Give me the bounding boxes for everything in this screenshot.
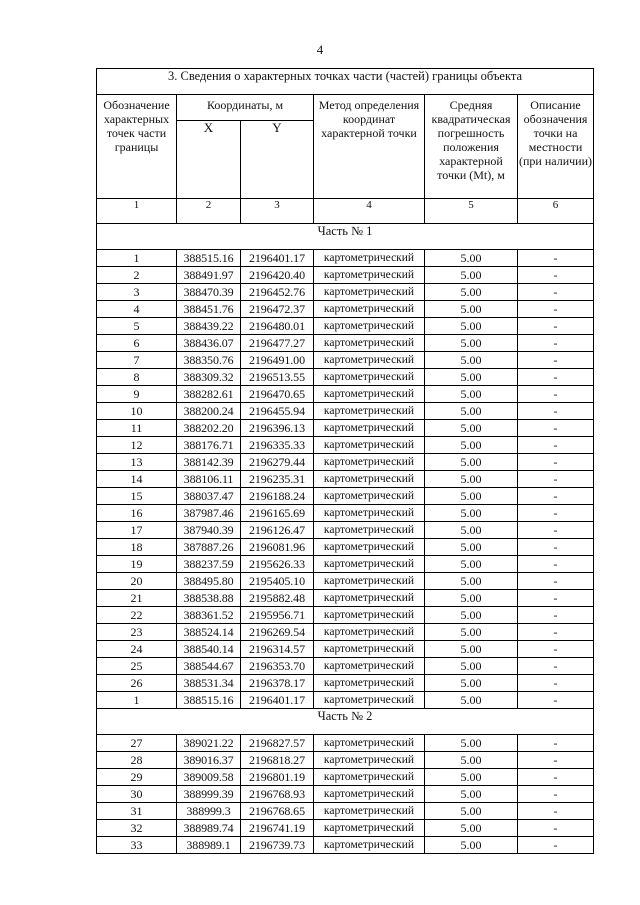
accuracy-cell: 5.00	[425, 352, 518, 369]
point-number: 26	[97, 675, 177, 692]
description-cell: -	[518, 335, 594, 352]
point-number: 15	[97, 488, 177, 505]
coordinate-y: 2196455.94	[241, 403, 314, 420]
table-row	[97, 573, 594, 590]
accuracy-cell: 5.00	[425, 752, 518, 769]
coordinate-x: 389016.37	[177, 752, 241, 769]
accuracy-cell: 5.00	[425, 624, 518, 641]
header-row	[97, 95, 594, 121]
table-row	[97, 250, 594, 267]
table-row	[97, 607, 594, 624]
coordinate-y: 2196801.19	[241, 769, 314, 786]
accuracy-cell: 5.00	[425, 403, 518, 420]
method-cell: картометрический	[314, 505, 425, 522]
point-number: 20	[97, 573, 177, 590]
coordinate-x: 388237.59	[177, 556, 241, 573]
table-row	[97, 267, 594, 284]
point-number: 11	[97, 420, 177, 437]
table-row	[97, 369, 594, 386]
accuracy-cell: 5.00	[425, 556, 518, 573]
coordinate-x: 388524.14	[177, 624, 241, 641]
description-cell: -	[518, 786, 594, 803]
method-cell: картометрический	[314, 522, 425, 539]
method-cell: картометрический	[314, 837, 425, 854]
coordinate-y: 2196491.00	[241, 352, 314, 369]
coordinate-y: 2196401.17	[241, 250, 314, 267]
description-cell: -	[518, 556, 594, 573]
coordinate-x: 388200.24	[177, 403, 241, 420]
coordinate-y: 2196768.93	[241, 786, 314, 803]
coordinate-x: 388470.39	[177, 284, 241, 301]
column-number: 4	[314, 199, 425, 224]
header-description: Описание обозначения точки на местности (при наличии)	[518, 95, 594, 199]
table-row	[97, 335, 594, 352]
point-number: 17	[97, 522, 177, 539]
point-number: 30	[97, 786, 177, 803]
description-cell: -	[518, 692, 594, 709]
table-body	[97, 69, 594, 854]
coordinate-y: 2196378.17	[241, 675, 314, 692]
coordinate-y: 2196420.40	[241, 267, 314, 284]
point-number: 23	[97, 624, 177, 641]
method-cell: картометрический	[314, 250, 425, 267]
coordinate-y: 2196165.69	[241, 505, 314, 522]
coordinate-y: 2196188.24	[241, 488, 314, 505]
method-cell: картометрический	[314, 658, 425, 675]
header-x: X	[177, 120, 241, 198]
method-cell: картометрический	[314, 352, 425, 369]
method-cell: картометрический	[314, 437, 425, 454]
coordinate-y: 2196452.76	[241, 284, 314, 301]
table-row	[97, 692, 594, 709]
point-number: 9	[97, 386, 177, 403]
accuracy-cell: 5.00	[425, 335, 518, 352]
method-cell: картометрический	[314, 454, 425, 471]
method-cell: картометрический	[314, 539, 425, 556]
accuracy-cell: 5.00	[425, 573, 518, 590]
column-number: 2	[177, 199, 241, 224]
coordinate-x: 388999.3	[177, 803, 241, 820]
accuracy-cell: 5.00	[425, 820, 518, 837]
accuracy-cell: 5.00	[425, 522, 518, 539]
point-number: 28	[97, 752, 177, 769]
table-row	[97, 386, 594, 403]
coordinate-x: 389021.22	[177, 735, 241, 752]
coordinate-y: 2196235.31	[241, 471, 314, 488]
description-cell: -	[518, 420, 594, 437]
coordinate-y: 2196353.70	[241, 658, 314, 675]
point-number: 1	[97, 250, 177, 267]
point-number: 29	[97, 769, 177, 786]
table-row	[97, 837, 594, 854]
table-row	[97, 420, 594, 437]
accuracy-cell: 5.00	[425, 769, 518, 786]
description-cell: -	[518, 752, 594, 769]
section-title: 3. Сведения о характерных точках части (частей) границы объекта	[97, 69, 594, 95]
coordinate-y: 2196314.57	[241, 641, 314, 658]
description-cell: -	[518, 820, 594, 837]
boundary-points-table	[96, 68, 594, 854]
coordinate-y: 2196269.54	[241, 624, 314, 641]
table-row	[97, 403, 594, 420]
description-cell: -	[518, 735, 594, 752]
point-number: 31	[97, 803, 177, 820]
method-cell: картометрический	[314, 318, 425, 335]
coordinate-y: 2196081.96	[241, 539, 314, 556]
point-number: 2	[97, 267, 177, 284]
method-cell: картометрический	[314, 675, 425, 692]
description-cell: -	[518, 803, 594, 820]
description-cell: -	[518, 641, 594, 658]
coordinate-x: 388106.11	[177, 471, 241, 488]
accuracy-cell: 5.00	[425, 539, 518, 556]
description-cell: -	[518, 250, 594, 267]
method-cell: картометрический	[314, 471, 425, 488]
accuracy-cell: 5.00	[425, 386, 518, 403]
column-number-row	[97, 199, 594, 224]
table-row	[97, 471, 594, 488]
accuracy-cell: 5.00	[425, 267, 518, 284]
point-number: 32	[97, 820, 177, 837]
method-cell: картометрический	[314, 556, 425, 573]
method-cell: картометрический	[314, 692, 425, 709]
table-row	[97, 556, 594, 573]
coordinate-y: 2196768.65	[241, 803, 314, 820]
coordinate-y: 2196827.57	[241, 735, 314, 752]
method-cell: картометрический	[314, 488, 425, 505]
accuracy-cell: 5.00	[425, 505, 518, 522]
description-cell: -	[518, 675, 594, 692]
coordinate-y: 2196470.65	[241, 386, 314, 403]
description-cell: -	[518, 522, 594, 539]
coordinate-x: 388451.76	[177, 301, 241, 318]
column-number: 6	[518, 199, 594, 224]
description-cell: -	[518, 318, 594, 335]
description-cell: -	[518, 471, 594, 488]
method-cell: картометрический	[314, 573, 425, 590]
table-row	[97, 318, 594, 335]
coordinate-x: 388309.32	[177, 369, 241, 386]
coordinate-y: 2195956.71	[241, 607, 314, 624]
table-row	[97, 301, 594, 318]
table-row	[97, 803, 594, 820]
table-row	[97, 769, 594, 786]
accuracy-cell: 5.00	[425, 454, 518, 471]
coordinate-x: 388176.71	[177, 437, 241, 454]
column-number: 1	[97, 199, 177, 224]
method-cell: картометрический	[314, 607, 425, 624]
coordinate-y: 2195626.33	[241, 556, 314, 573]
description-cell: -	[518, 369, 594, 386]
point-number: 5	[97, 318, 177, 335]
accuracy-cell: 5.00	[425, 284, 518, 301]
coordinate-x: 387940.39	[177, 522, 241, 539]
coordinate-y: 2195882.48	[241, 590, 314, 607]
table-row	[97, 590, 594, 607]
part-label: Часть № 2	[97, 709, 594, 735]
description-cell: -	[518, 505, 594, 522]
method-cell: картометрический	[314, 624, 425, 641]
coordinate-x: 388037.47	[177, 488, 241, 505]
method-cell: картометрический	[314, 267, 425, 284]
accuracy-cell: 5.00	[425, 420, 518, 437]
point-number: 4	[97, 301, 177, 318]
description-cell: -	[518, 539, 594, 556]
point-number: 14	[97, 471, 177, 488]
coordinate-x: 389009.58	[177, 769, 241, 786]
description-cell: -	[518, 488, 594, 505]
description-cell: -	[518, 837, 594, 854]
point-number: 16	[97, 505, 177, 522]
coordinate-y: 2196739.73	[241, 837, 314, 854]
point-number: 7	[97, 352, 177, 369]
method-cell: картометрический	[314, 752, 425, 769]
description-cell: -	[518, 267, 594, 284]
table-row	[97, 352, 594, 369]
point-number: 8	[97, 369, 177, 386]
accuracy-cell: 5.00	[425, 735, 518, 752]
method-cell: картометрический	[314, 386, 425, 403]
description-cell: -	[518, 573, 594, 590]
coordinate-y: 2196480.01	[241, 318, 314, 335]
description-cell: -	[518, 437, 594, 454]
method-cell: картометрический	[314, 786, 425, 803]
point-number: 6	[97, 335, 177, 352]
table-row	[97, 641, 594, 658]
description-cell: -	[518, 403, 594, 420]
coordinate-y: 2196477.27	[241, 335, 314, 352]
table-row	[97, 752, 594, 769]
coordinate-x: 388531.34	[177, 675, 241, 692]
coordinate-x: 388350.76	[177, 352, 241, 369]
method-cell: картометрический	[314, 769, 425, 786]
point-number: 25	[97, 658, 177, 675]
accuracy-cell: 5.00	[425, 488, 518, 505]
coordinate-x: 388544.67	[177, 658, 241, 675]
accuracy-cell: 5.00	[425, 250, 518, 267]
accuracy-cell: 5.00	[425, 590, 518, 607]
table-row	[97, 735, 594, 752]
description-cell: -	[518, 284, 594, 301]
method-cell: картометрический	[314, 590, 425, 607]
point-number: 3	[97, 284, 177, 301]
accuracy-cell: 5.00	[425, 607, 518, 624]
coordinate-x: 388361.52	[177, 607, 241, 624]
accuracy-cell: 5.00	[425, 437, 518, 454]
point-number: 12	[97, 437, 177, 454]
coordinate-y: 2196513.55	[241, 369, 314, 386]
coordinate-x: 388538.88	[177, 590, 241, 607]
point-number: 1	[97, 692, 177, 709]
header-accuracy: Средняя квадратическая погрешность положения характерной точки (Mt), м	[425, 95, 518, 199]
table-row	[97, 505, 594, 522]
description-cell: -	[518, 301, 594, 318]
coordinate-x: 388491.97	[177, 267, 241, 284]
coordinate-y: 2196818.27	[241, 752, 314, 769]
coordinate-x: 388989.1	[177, 837, 241, 854]
accuracy-cell: 5.00	[425, 318, 518, 335]
point-number: 19	[97, 556, 177, 573]
description-cell: -	[518, 658, 594, 675]
column-number: 3	[241, 199, 314, 224]
table-row	[97, 786, 594, 803]
method-cell: картометрический	[314, 301, 425, 318]
table-row	[97, 488, 594, 505]
description-cell: -	[518, 352, 594, 369]
coordinate-y: 2196279.44	[241, 454, 314, 471]
part-header-row	[97, 709, 594, 735]
accuracy-cell: 5.00	[425, 301, 518, 318]
coordinate-y: 2196741.19	[241, 820, 314, 837]
coordinate-x: 388515.16	[177, 250, 241, 267]
coordinate-x: 388540.14	[177, 641, 241, 658]
point-number: 10	[97, 403, 177, 420]
coordinate-y: 2195405.10	[241, 573, 314, 590]
accuracy-cell: 5.00	[425, 803, 518, 820]
accuracy-cell: 5.00	[425, 641, 518, 658]
point-number: 13	[97, 454, 177, 471]
accuracy-cell: 5.00	[425, 786, 518, 803]
table-row	[97, 539, 594, 556]
description-cell: -	[518, 769, 594, 786]
table-row	[97, 454, 594, 471]
method-cell: картометрический	[314, 369, 425, 386]
method-cell: картометрический	[314, 284, 425, 301]
coordinate-y: 2196401.17	[241, 692, 314, 709]
coordinate-x: 388515.16	[177, 692, 241, 709]
method-cell: картометрический	[314, 803, 425, 820]
method-cell: картометрический	[314, 735, 425, 752]
method-cell: картометрический	[314, 820, 425, 837]
accuracy-cell: 5.00	[425, 675, 518, 692]
header-y: Y	[241, 120, 314, 198]
section-title-row	[97, 69, 594, 95]
column-number: 5	[425, 199, 518, 224]
description-cell: -	[518, 607, 594, 624]
coordinate-x: 387887.26	[177, 539, 241, 556]
coordinate-y: 2196335.33	[241, 437, 314, 454]
coordinate-x: 388282.61	[177, 386, 241, 403]
point-number: 24	[97, 641, 177, 658]
part-label: Часть № 1	[97, 224, 594, 250]
method-cell: картометрический	[314, 403, 425, 420]
coordinate-x: 388202.20	[177, 420, 241, 437]
table-row	[97, 284, 594, 301]
table-row	[97, 658, 594, 675]
header-method: Метод определения координат характерной точки	[314, 95, 425, 199]
part-header-row	[97, 224, 594, 250]
coordinate-y: 2196472.37	[241, 301, 314, 318]
table-row	[97, 675, 594, 692]
accuracy-cell: 5.00	[425, 369, 518, 386]
description-cell: -	[518, 386, 594, 403]
coordinate-y: 2196126.47	[241, 522, 314, 539]
accuracy-cell: 5.00	[425, 471, 518, 488]
table-row	[97, 522, 594, 539]
coordinate-x: 388436.07	[177, 335, 241, 352]
method-cell: картометрический	[314, 335, 425, 352]
coordinate-x: 388999.39	[177, 786, 241, 803]
coordinate-x: 388495.80	[177, 573, 241, 590]
accuracy-cell: 5.00	[425, 837, 518, 854]
accuracy-cell: 5.00	[425, 692, 518, 709]
description-cell: -	[518, 454, 594, 471]
point-number: 21	[97, 590, 177, 607]
point-number: 27	[97, 735, 177, 752]
table-row	[97, 624, 594, 641]
description-cell: -	[518, 590, 594, 607]
header-coordinates: Координаты, м	[177, 95, 314, 121]
coordinate-y: 2196396.13	[241, 420, 314, 437]
coordinate-x: 388439.22	[177, 318, 241, 335]
method-cell: картометрический	[314, 420, 425, 437]
header-point-name: Обозначение характерных точек части границы	[97, 95, 177, 199]
page-number: 4	[316, 42, 324, 57]
table-row	[97, 820, 594, 837]
point-number: 18	[97, 539, 177, 556]
point-number: 33	[97, 837, 177, 854]
method-cell: картометрический	[314, 641, 425, 658]
accuracy-cell: 5.00	[425, 658, 518, 675]
coordinate-x: 388989.74	[177, 820, 241, 837]
coordinate-x: 387987.46	[177, 505, 241, 522]
table-row	[97, 437, 594, 454]
coordinate-x: 388142.39	[177, 454, 241, 471]
description-cell: -	[518, 624, 594, 641]
point-number: 22	[97, 607, 177, 624]
